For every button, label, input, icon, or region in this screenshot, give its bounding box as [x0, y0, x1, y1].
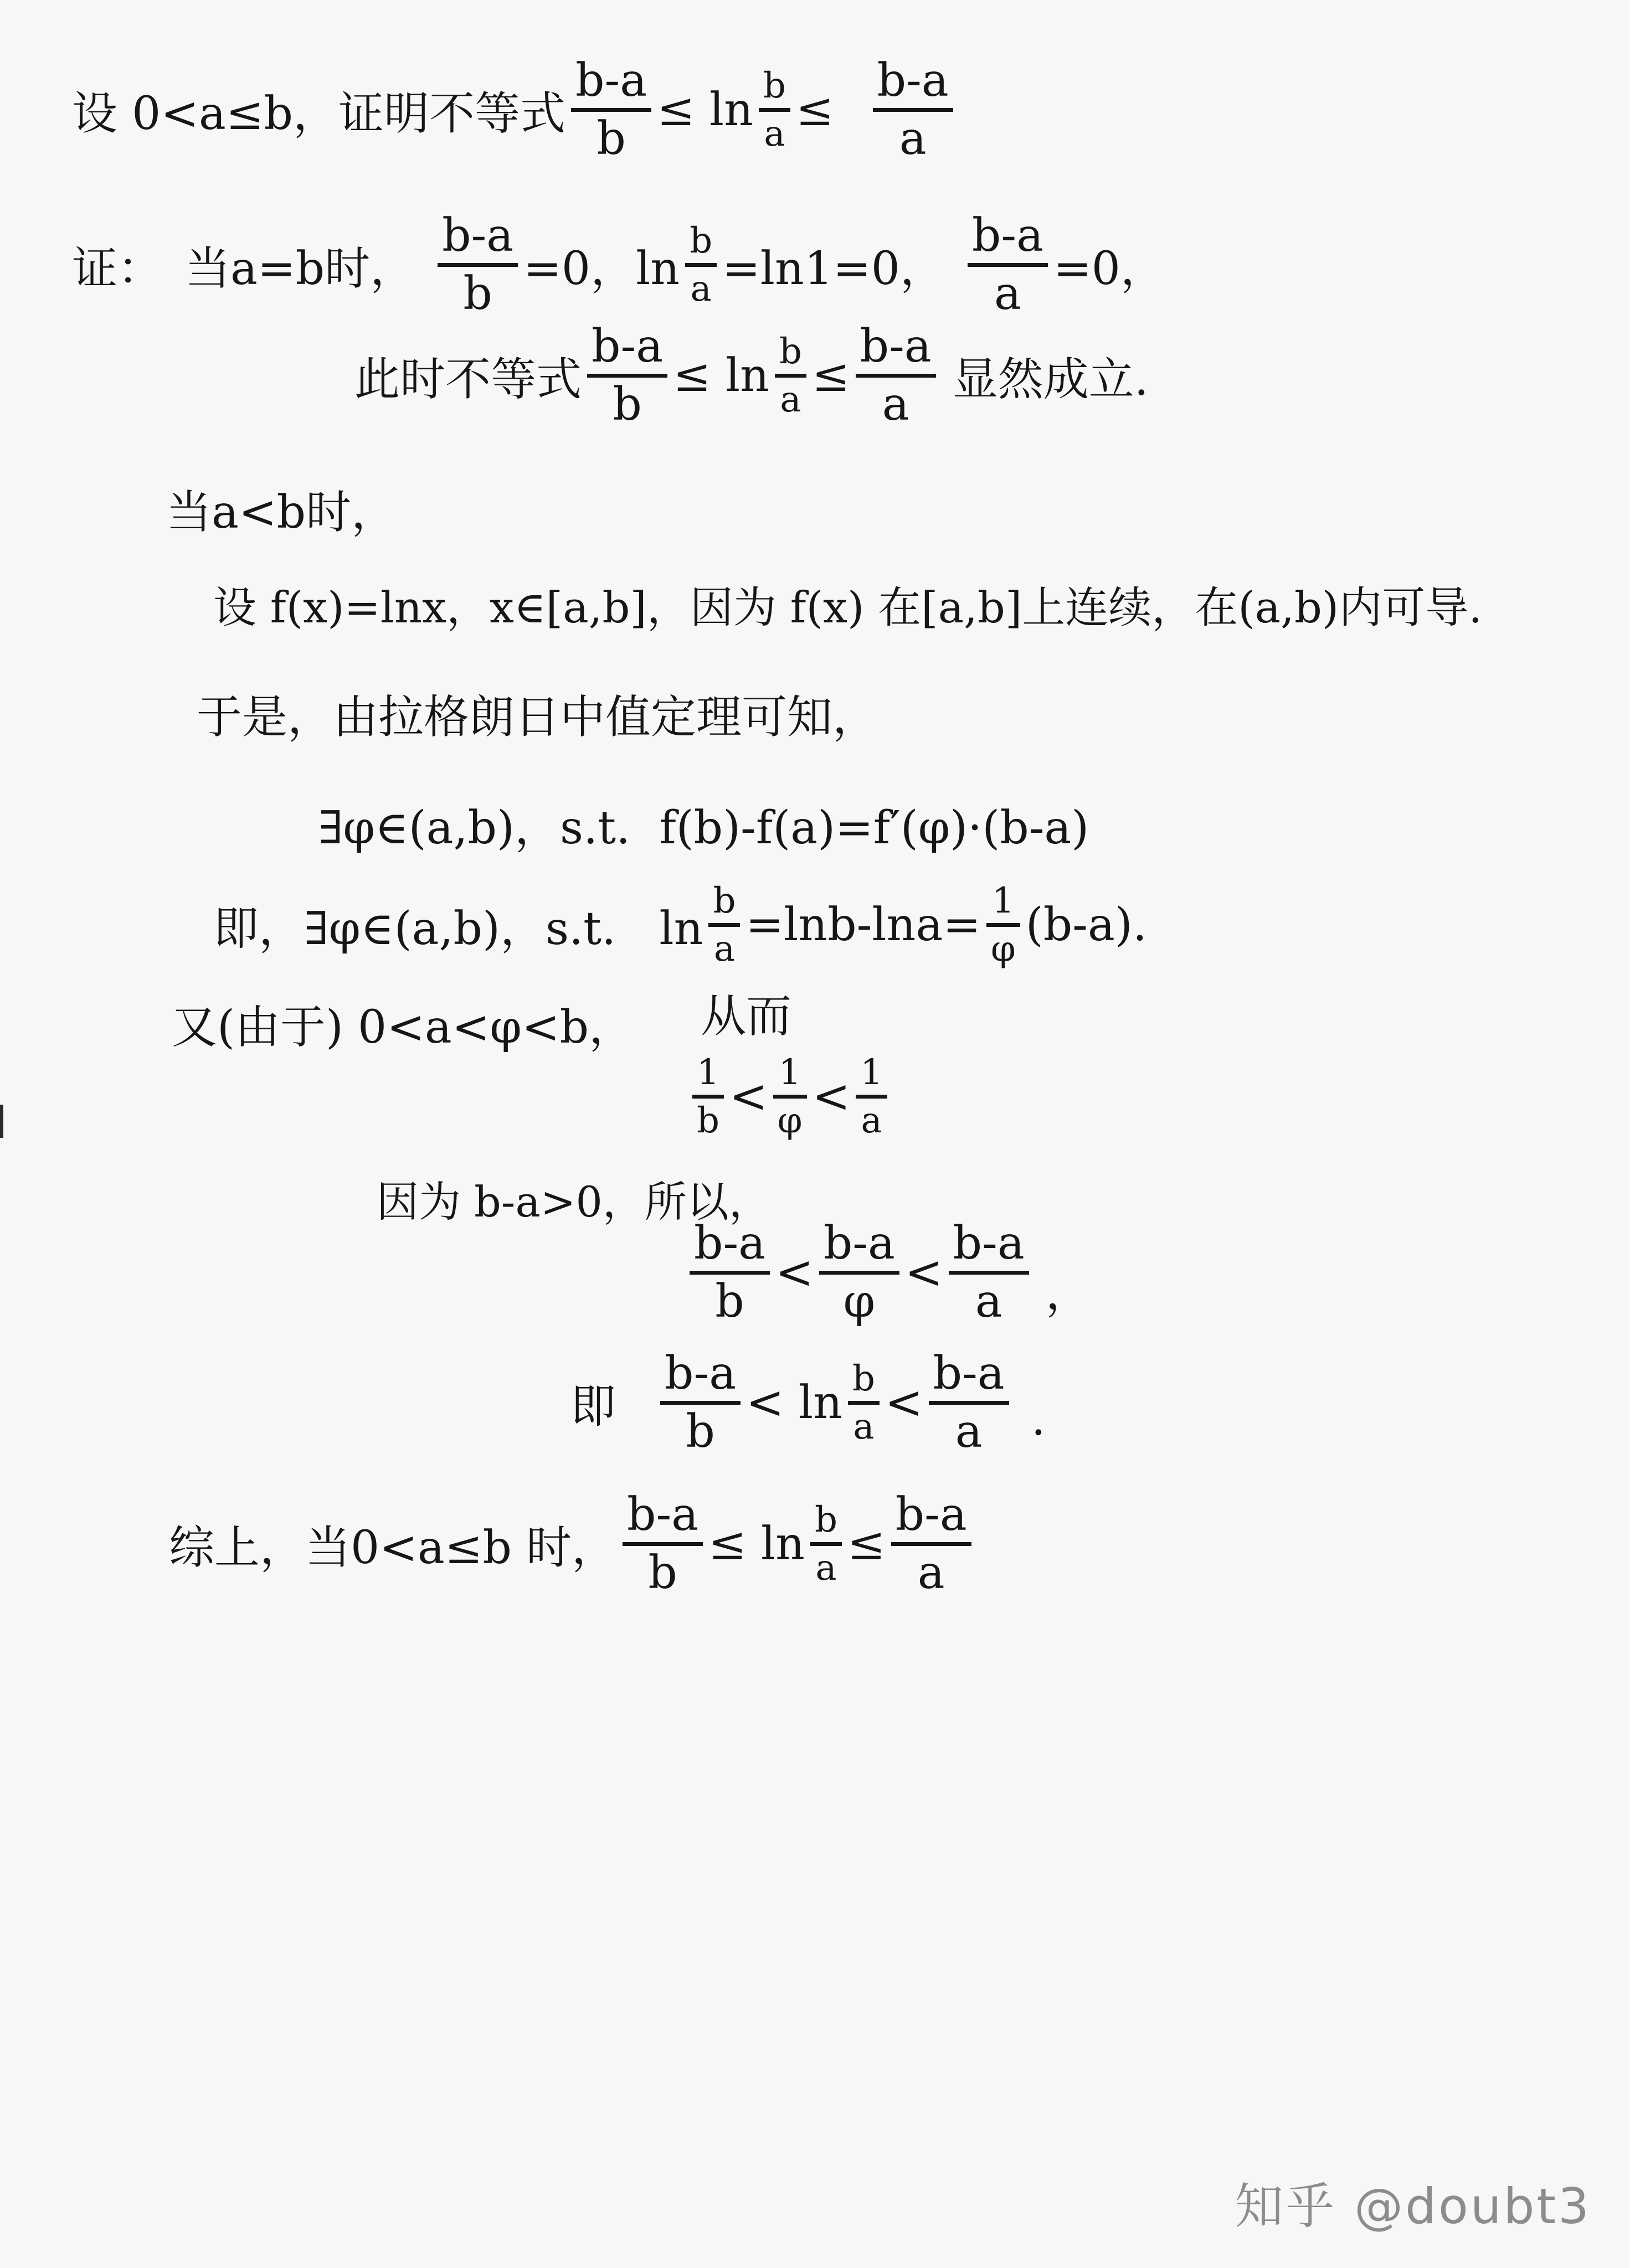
fraction: b a [708, 883, 740, 967]
watermark: 知乎 @doubt3 [1235, 2178, 1591, 2235]
fraction: b-a a [929, 1351, 1009, 1455]
fraction: 1 φ [986, 883, 1020, 967]
fraction: b-a a [968, 213, 1048, 317]
case-equal-line: 证： 当a=b时， b-a b =0，ln b a =ln1=0， b-a a =0， [72, 209, 1166, 320]
fraction: b a [810, 1502, 842, 1586]
since-line: 因为 b-a>0，所以， [377, 1177, 771, 1226]
fraction: b a [759, 68, 790, 152]
mean-value-line: ∃φ∈(a,b)，s.t. f(b)-f(a)=f′(φ)·(b-a) [318, 802, 1089, 854]
ln-inequality: 即 b-a b < ln b a < b-a a . [570, 1347, 1046, 1458]
reciprocal-inequality: 1 b < 1 φ < 1 a [687, 1055, 893, 1138]
case-less-line: 当a<b时， [166, 486, 397, 539]
fraction: b-a a [856, 324, 936, 427]
phi-inequality: b-a b < b-a φ < b-a a ， [684, 1221, 1091, 1324]
statement-prefix: 设 0<a≤b，证明不等式 [72, 87, 566, 140]
lagrange-line: 于是，由拉格朗日中值定理可知， [197, 691, 878, 744]
fraction: b-a b [438, 213, 518, 317]
fraction: b a [775, 334, 806, 417]
fraction: b-a a [891, 1492, 971, 1596]
fraction: b-a a [949, 1221, 1029, 1324]
fraction: b-a φ [819, 1221, 899, 1324]
fraction: b-a b [587, 324, 667, 427]
fraction: 1 φ [773, 1055, 807, 1138]
mean-value-ln-line: 即，∃φ∈(a,b)，s.t. ln b a =lnb-lna= 1 φ (b-a). [213, 880, 1147, 970]
define-function-line: 设 f(x)=lnx，x∈[a,b]，因为 f(x) 在[a,b]上连续，在(a,b)内可导. [213, 583, 1483, 633]
fraction: b-a a [873, 58, 953, 162]
bounds-line: 又(由于) 0<a<φ<b， 从而 [172, 991, 791, 1056]
fraction: 1 b [692, 1055, 724, 1138]
fraction: b a [848, 1361, 880, 1445]
fraction: b a [685, 223, 717, 307]
scan-edge-mark [0, 1105, 3, 1138]
fraction: b-a b [571, 58, 651, 162]
case-equal-conclusion: 此时不等式 b-a b ≤ ln b a ≤ b-a a 显然成立. [354, 320, 1149, 431]
fraction: b-a b [690, 1221, 770, 1324]
therefore-word: 从而 [701, 990, 792, 1043]
fraction: 1 a [856, 1055, 887, 1138]
problem-statement: 设 0<a≤b，证明不等式 b-a b ≤ ln b a ≤ b-a a [72, 58, 959, 162]
fraction: b-a b [660, 1351, 741, 1455]
fraction: b-a b [623, 1492, 703, 1596]
proof-label: 证： [72, 243, 163, 295]
summary-line: 综上，当0<a≤b 时， b-a b ≤ ln b a ≤ b-a a [169, 1492, 977, 1596]
